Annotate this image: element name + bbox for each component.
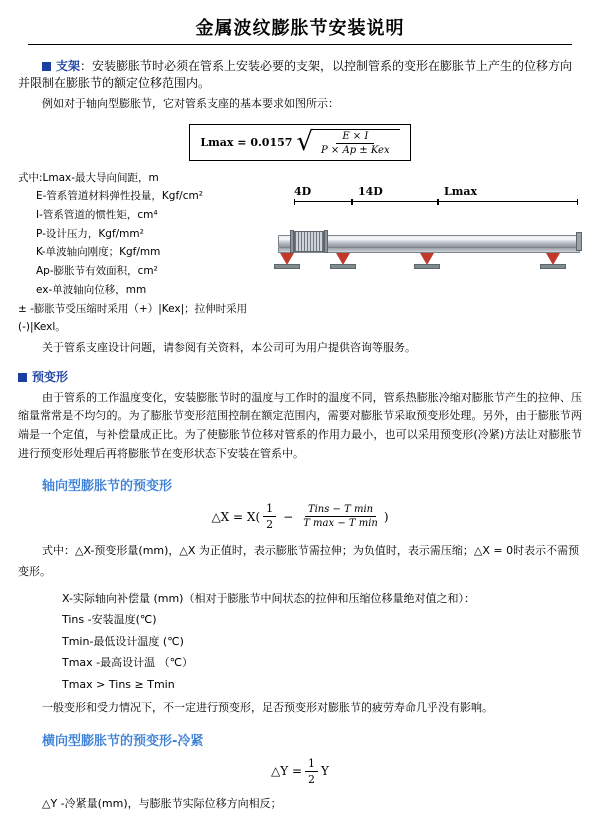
dimension-line-lmax xyxy=(438,201,578,202)
lmax-formula-box xyxy=(189,124,410,161)
formula-legend-list xyxy=(18,169,266,337)
section-heading-support-label: 支架 xyxy=(56,59,81,73)
document-page xyxy=(0,14,600,810)
lateral-equation-tail: Y xyxy=(321,764,329,779)
subsection-heading-axial: 轴向型膨胀节的预变形 xyxy=(42,479,173,495)
square-root-icon xyxy=(296,126,399,157)
lmax-formula-block xyxy=(18,124,582,161)
piping-support-diagram xyxy=(272,169,582,337)
legend-item: P-设计压力，Kgf/mm² xyxy=(36,227,144,240)
support-base xyxy=(274,264,300,269)
equation-frac1-denominator: 2 xyxy=(266,518,274,532)
square-bullet-icon xyxy=(42,62,51,71)
axial-term-item: Tmax > Tins ≥ Tmin xyxy=(62,677,175,691)
lmax-formula-denominator: P × Ap ± Kex xyxy=(321,144,390,156)
lmax-formula-lead: Lmax = 0.0157 xyxy=(200,135,293,149)
equation-frac2-numerator: Tins − T min xyxy=(305,504,376,517)
dimension-line-14d xyxy=(352,201,438,202)
support-anchor xyxy=(414,253,440,270)
axial-term-item: X-实际轴向补偿量 (mm)（相对于膨胀节中间状态的拉伸和压缩位移量绝对值之和）： xyxy=(62,592,475,605)
support-closing-text: 关于管系支座设计问题，请参阅有关资料，本公司可为用户提供咨询等服务。 xyxy=(42,340,416,354)
diagram-drawing xyxy=(272,213,582,285)
legend-and-figure-row xyxy=(18,169,582,337)
support-anchor xyxy=(540,253,566,270)
lateral-equation-note: △Y -冷紧量(mm)，与膨胀节实际位移方向相反； xyxy=(42,796,282,810)
legend-item: E-管系管道材料弹性投量，Kgf/cm² xyxy=(36,190,203,203)
dimension-line-4d xyxy=(294,201,352,202)
diagram-label-lmax: Lmax xyxy=(444,184,478,198)
section-heading-predeform xyxy=(18,368,582,385)
bellows-expansion-joint-icon xyxy=(294,231,324,252)
legend-item: ex-单波轴向位移，mm xyxy=(36,283,147,296)
square-bullet-icon xyxy=(18,373,27,382)
page-title: 金属波纹膨胀节安装说明 xyxy=(195,18,405,39)
lateral-coldpull-equation xyxy=(18,757,582,786)
diagram-label-4d: 4D xyxy=(294,184,312,198)
equation-frac1-numerator: 1 xyxy=(263,502,276,517)
support-base xyxy=(330,264,356,269)
legend-item: K-单波轴向刚度；Kgf/mm xyxy=(36,246,161,259)
support-base xyxy=(540,264,566,269)
subsection-heading-lateral: 横向型膨胀节的预变形-冷紧 xyxy=(42,733,204,749)
flange-right xyxy=(324,230,328,253)
axial-closing-note: 一般变形和受力情况下，不一定进行预变形，足否预变形对膨胀节的疲劳寿命几乎没有影响。 xyxy=(42,701,493,715)
equation-operator: − xyxy=(283,509,294,524)
support-anchor xyxy=(330,253,356,270)
equation-frac2-denominator: T max − T min xyxy=(303,518,378,530)
axial-predeform-equation xyxy=(18,502,582,531)
section-heading-predeform-label: 预变形 xyxy=(32,369,69,384)
diagram-dimension-lines xyxy=(294,201,582,211)
axial-term-item: Tins -安装温度(℃) xyxy=(62,613,157,627)
lateral-frac-numerator: 1 xyxy=(305,757,318,772)
axial-equation-note: 式中：△X-预变形量(mm)，△X 为正值时，表示膨胀节需拉伸；为负值时，表示需压缩；△X = 0时表示不需预变形。 xyxy=(18,544,580,578)
title-divider xyxy=(28,44,572,45)
support-base xyxy=(414,264,440,269)
support-example-text: 例如对于轴向型膨胀节，它对管系支座的基本要求如图所示： xyxy=(42,97,339,110)
radical-sign-icon: √ xyxy=(296,126,314,157)
equation-lead: △X = X( xyxy=(211,509,261,524)
lateral-frac-denominator: 2 xyxy=(308,772,316,786)
equation-tail: ) xyxy=(383,509,389,524)
axial-term-item: Tmax -最高设计温 （℃） xyxy=(62,656,194,670)
lateral-equation-lead: △Y = xyxy=(271,764,303,779)
pipe-end-cap xyxy=(576,232,582,251)
legend-item: 式中:Lmax-最大导向间距，m xyxy=(18,171,159,184)
legend-item: ± -膨胀节受压缩时采用（+）|Kex|；拉伸时采用(-)|Kexl。 xyxy=(18,302,248,334)
axial-term-item: Tmin-最低设计温度 (℃) xyxy=(62,634,184,648)
lmax-formula-numerator: E × I xyxy=(336,131,374,144)
section-heading-support xyxy=(18,57,582,91)
predeform-paragraph: 由于管系的工作温度变化，安装膨胀节时的温度与工作时的温度不同，管系热膨胀冷缩对膨胀节产生的拉伸、压缩量常常是不均匀的。为了膨胀节变形范围控制在额定范围内，需要对膨胀节采取预变形处理。另外，由于膨胀节两端是一个定值，与补偿量成正比。为了使膨胀节位移对管系的作用力最小，也可以采用预变形(冷紧)方法让对膨胀节进行预变形处理后再将膨胀节在变形状态下安装在管系中。 xyxy=(18,390,582,460)
legend-item: I-管系管道的惯性矩，cm⁴ xyxy=(36,209,158,222)
section-support-intro: ：安装膨胀节时必须在管系上安装必要的支架，以控制管系的变形在膨胀节上产生的位移方向并限制在膨胀节的额定位移范围内。 xyxy=(18,59,573,90)
legend-item: Ap-膨胀节有效面积，cm² xyxy=(36,265,158,278)
support-anchor xyxy=(274,253,300,270)
diagram-label-14d: 14D xyxy=(358,184,383,198)
